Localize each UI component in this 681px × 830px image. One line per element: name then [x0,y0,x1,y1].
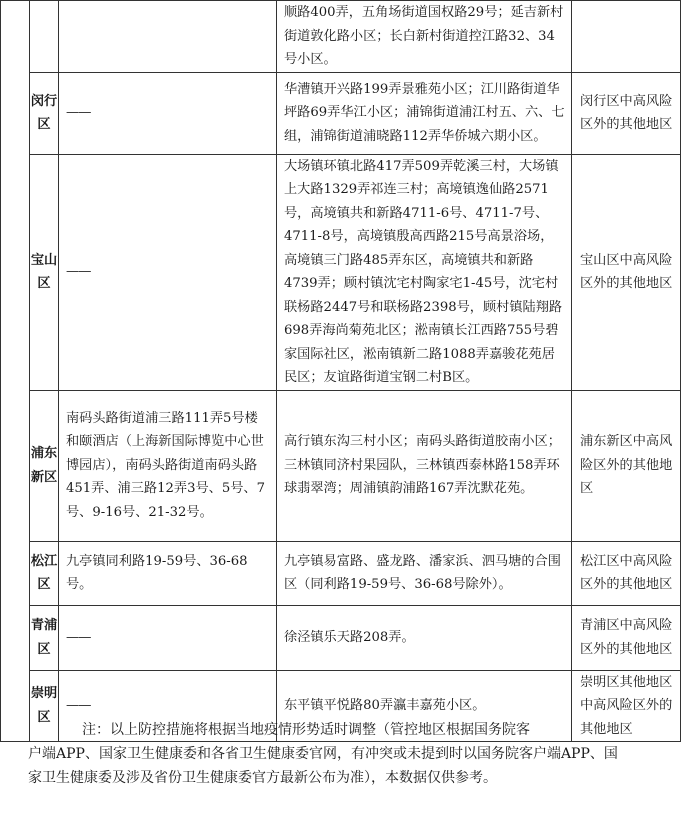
high-risk-cell [59,1,277,73]
table-row [1,72,681,154]
high-risk-text: 南码头路街道浦三路111弄5号楼和颐酒店（上海新国际博览中心世博园店），南码头路街道南码头路451弄、浦三路12弄3号、5号、7号、9-16号、21-32号。 [66,410,265,520]
mid-risk-cell [277,72,572,154]
district-cell [30,605,59,670]
mid-risk-cell [277,605,572,670]
low-risk-cell [572,390,681,541]
district-name: 宝山区 [30,252,58,291]
footnote [28,718,620,790]
table-row [1,390,681,541]
low-risk-cell [572,605,681,670]
mid-risk-cell [277,390,572,541]
mid-risk-text: 高行镇东沟三村小区；南码头路街道胶南小区；三林镇同济村果园队，三林镇西泰林路158弄环球翡翠湾；周浦镇韵浦路167弄沈默花苑。 [284,434,561,497]
footnote-first-line: 注：以上防控措施将根据当地疫情形势适时调整（管控地区根据国务院客 [82,722,530,738]
low-risk-text: 青浦区中高风险区外的其他地区 [580,618,673,657]
mid-risk-cell [277,541,572,605]
low-risk-text: 闵行区中高风险区外的其他地区 [580,93,673,132]
district-cell [30,1,59,73]
footnote-continuation: 户端APP、国家卫生健康委和各省卫生健康委官网，有冲突或未提到时以国务院客户端APP、国家卫生健康委及涉及省份卫生健康委官方最新公布为准），本数据仅供参考。 [28,746,618,786]
table-row [1,605,681,670]
table-row [1,541,681,605]
district-cell [30,390,59,541]
high-risk-text: 九亭镇同利路19-59号、36-68号。 [66,553,248,592]
district-cell [30,72,59,154]
table-row [1,154,681,390]
high-risk-text: —— [66,698,91,713]
mid-risk-text: 顺路400弄，五角场街道国权路29号；延吉新村街道敦化路小区；长白新村街道控江路32、34号小区。 [284,5,564,67]
high-risk-text: —— [66,105,91,121]
mid-risk-text: 大场镇环镇北路417弄509弄乾溪三村，大场镇上大路1329弄祁连三村；高境镇逸仙路2571号，高境镇共和新路4711-6号、4711-7号、4711-8号，高境镇殷高西路215号高景浴场，高境镇三门路485弄东区，高境镇共和新路4739弄；顾村镇沈宅村陶家宅1-45号，沈宅村联杨路2447号和联杨路2398号，顾村镇陆翔路698弄海尚菊苑北区；淞南镇长江西路755号碧家国际社区，淞南镇新二路1088弄嘉骏花苑居民区；友谊路街道宝钢二村B区。 [284,158,563,385]
high-risk-cell [59,390,277,541]
low-risk-text: 宝山区中高风险区外的其他地区 [580,252,673,291]
district-cell [30,154,59,390]
low-risk-cell [572,72,681,154]
low-risk-text: 崇明区其他地区中高风险区外的其他地区 [580,674,673,737]
province-cell [1,1,30,742]
district-cell [30,541,59,605]
mid-risk-text: 华漕镇开兴路199弄景雅苑小区；江川路街道华坪路69弄华江小区；浦锦街道浦江村五、六、七组，浦锦街道浦晓路112弄华侨城六期小区。 [284,81,565,144]
high-risk-cell [59,154,277,390]
low-risk-text: 松江区中高风险区外的其他地区 [580,553,673,592]
high-risk-text: —— [66,264,91,280]
high-risk-text: —— [66,629,91,645]
mid-risk-text: 九亭镇易富路、盛龙路、潘家浜、泗马塘的合围区（同利路19-59号、36-68号除外）。 [284,553,561,592]
district-name: 闵行区 [30,93,58,132]
high-risk-cell [59,605,277,670]
district-name: 浦东新区 [30,446,58,485]
low-risk-cell [572,154,681,390]
district-name: 崇明区 [30,686,58,725]
high-risk-cell [59,541,277,605]
district-name: 青浦区 [30,618,58,657]
table-row [1,1,681,73]
low-risk-text: 浦东新区中高风险区外的其他地区 [580,434,673,497]
district-name: 松江区 [30,553,58,592]
low-risk-cell [572,541,681,605]
mid-risk-text: 东平镇平悦路80弄瀛丰嘉苑小区。 [284,698,486,713]
high-risk-cell [59,72,277,154]
mid-risk-cell [277,1,572,73]
low-risk-cell [572,1,681,73]
mid-risk-cell [277,154,572,390]
mid-risk-text: 徐泾镇乐天路208弄。 [284,629,415,645]
